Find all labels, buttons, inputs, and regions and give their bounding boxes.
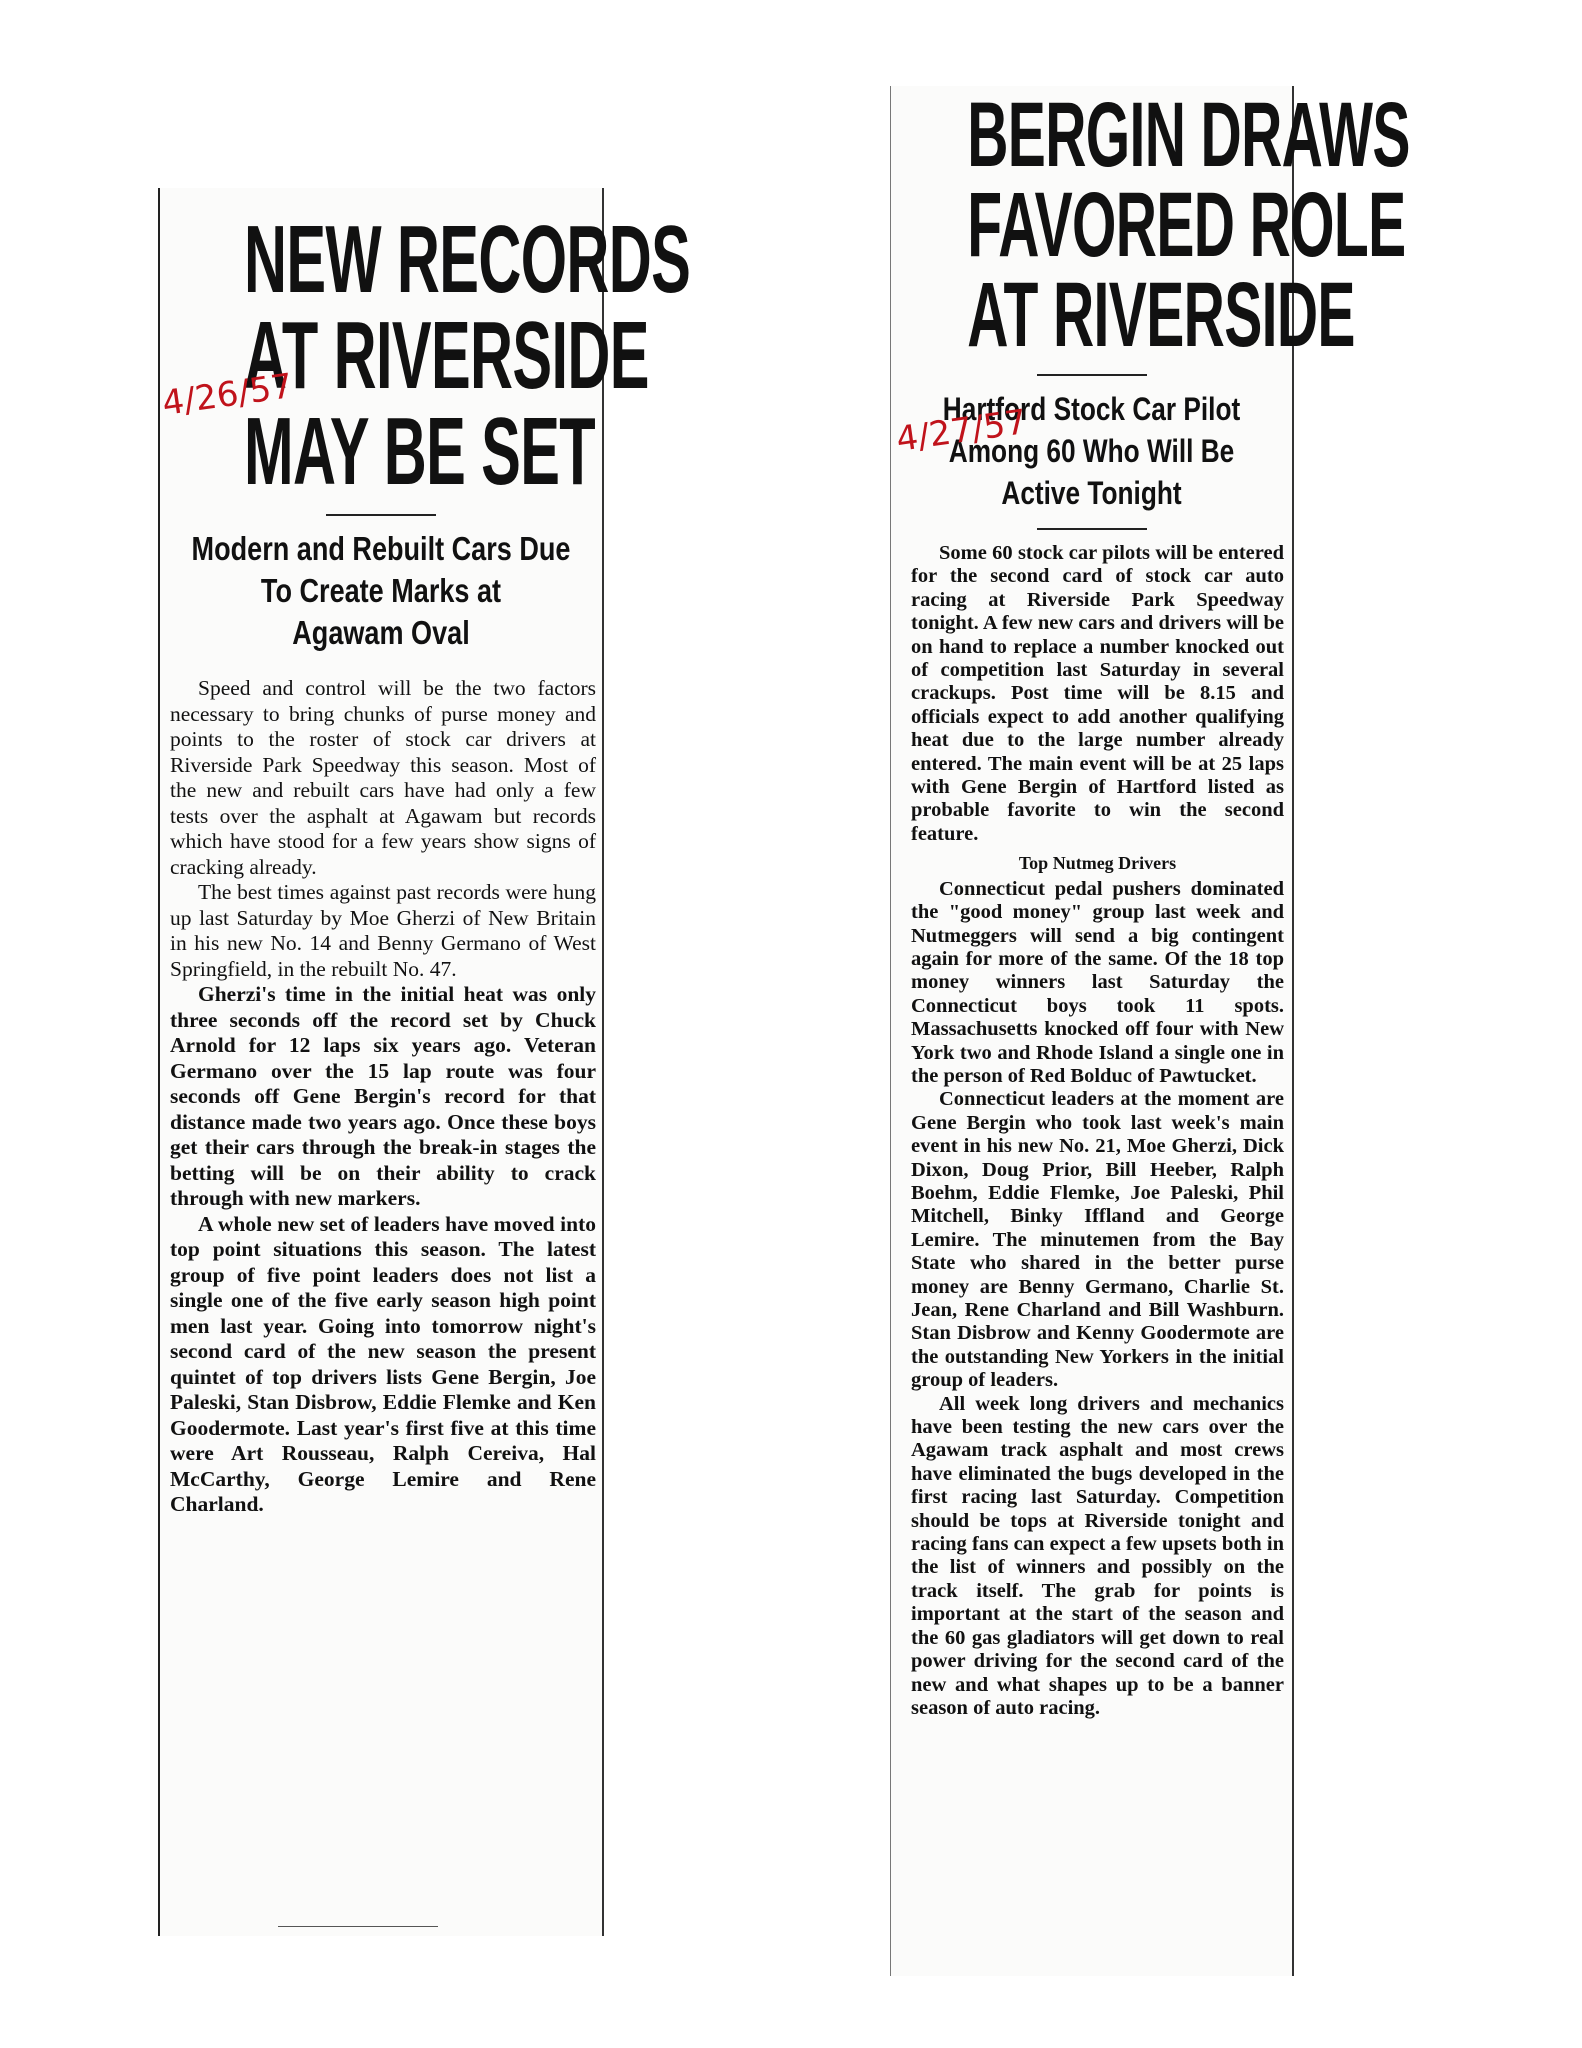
deck-line: Hartford Stock Car Pilot — [942, 391, 1241, 427]
article-headline — [967, 84, 1410, 366]
article-paragraph: All week long drivers and mechanics have been testing the new cars over the Agawam track asphalt and most crews have eliminated the bugs developed in the first racing last Saturday. Competition should be tops at Riverside tonight and racing fans can expect a few upsets both in the list of winners and possibly on the track itself. The grab for points is important at the start of the season and the 60 gas gladiators will get down to real power driving for the second card of the new and what shapes up to be a banner season of auto racing. — [911, 1392, 1284, 1719]
headline-line: AT RIVERSIDE — [243, 302, 649, 409]
divider — [326, 514, 436, 516]
article-paragraph: Speed and control will be the two factors necessary to bring chunks of purse money and points to the roster of stock car drivers at Riverside Park Speedway this season. Most of the new and rebuilt cars have had only a few tests over the asphalt at Agawam but records which have stood for a few years show signs of cracking already. — [170, 676, 596, 879]
headline-line: FAVORED ROLE — [967, 174, 1406, 276]
article-paragraph: Connecticut pedal pushers dominated the "good money" group last week and Nutmeggers will send a big contingent again for more of the same. Of the 18 top money winners last Saturday the Connecticut boys took 11 spots. Massachusetts knocked off four with New York two and Rhode Island a single one in the person of Red Bolduc of Pawtucket. — [911, 877, 1284, 1087]
article-paragraph: The best times against past records were hung up last Saturday by Moe Gherzi of New Britain in his new No. 14 and Benny Germano of West Springfield, in the rebuilt No. 47. — [170, 880, 596, 981]
divider — [278, 1926, 438, 1927]
article-clipping-bergin-draws — [890, 84, 1410, 1976]
headline-line: MAY BE SET — [243, 398, 596, 505]
deck-line: Active Tonight — [1001, 475, 1182, 511]
headline-line: NEW RECORDS — [243, 206, 691, 313]
article-body — [891, 542, 1292, 1720]
article-paragraph: A whole new set of leaders have moved into top point situations this season. The latest group of five point leaders does not list a single one of the five early season high point men last year. Going into tomorrow night's second card of the new season the present quintet of top drivers lists Gene Bergin, Joe Paleski, Stan Disbrow, Eddie Flemke and Ken Goodermote. Last year's first five at this time were Art Rousseau, Ralph Cereiva, Hal McCarthy, George Lemire and Rene Charland. — [170, 1211, 596, 1516]
article-body — [160, 676, 602, 1518]
deck-line: To Create Marks at — [260, 572, 502, 609]
section-subhead: Top Nutmeg Drivers — [1018, 853, 1177, 874]
deck-line: Modern and Rebuilt Cars Due — [191, 530, 571, 567]
article-headline — [243, 206, 691, 505]
deck-line: Agawam Oval — [292, 614, 470, 651]
article-paragraph: Gherzi's time in the initial heat was only three seconds off the record set by Chuck Arnold for 12 laps six years ago. Veteran Germano over the 15 lap route was four seconds off Gene Bergin's record for that distance made two years ago. Once these boys get their cars through the break-in stages the betting will be on their ability to crack through with new markers. — [170, 982, 596, 1210]
article-subheadline — [167, 528, 595, 654]
handwritten-date-note: 4/26/57 — [159, 366, 296, 424]
headline-line: BERGIN DRAWS — [967, 84, 1410, 186]
article-paragraph: Some 60 stock car pilots will be entered for the second card of stock car auto racing at Riverside Park Speedway tonight. A few new cars and drivers will be on hand to replace a number knocked out of competition last Saturday in several crackups. Post time will be 8.15 and officials expect to add another qualifying heat due to the large number already entered. The main event will be at 25 laps with Gene Bergin of Hartford listed as probable favorite to win the second feature. — [911, 542, 1284, 845]
headline-line: AT RIVERSIDE — [967, 264, 1355, 366]
article-clipping-new-records — [158, 188, 691, 1936]
handwritten-date-note: 4/27/57 — [893, 402, 1030, 460]
divider — [1037, 528, 1147, 530]
article-paragraph: Connecticut leaders at the moment are Gene Bergin who took last week's main event in his new No. 21, Moe Gherzi, Dick Dixon, Doug Prior, Bill Heeber, Ralph Boehm, Eddie Flemke, Joe Paleski, Phil Mitchell, Binky Iffland and George Lemire. The minutemen from the Bay State who shared in the better purse money are Benny Germano, Charlie St. Jean, Rene Charland and Bill Washburn. Stan Disbrow and Kenny Goodermote are the outstanding New Yorkers in the initial group of leaders. — [911, 1088, 1284, 1392]
deck-line: Among 60 Who Will Be — [948, 433, 1235, 469]
divider — [1037, 374, 1147, 376]
